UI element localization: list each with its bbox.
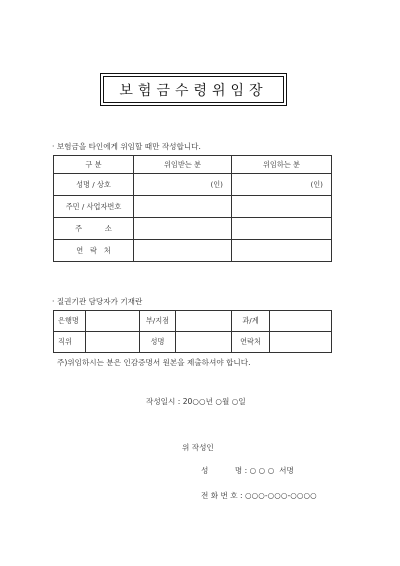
lien-institution-table — [53, 310, 332, 353]
department-field[interactable] — [270, 311, 332, 332]
bank-name-field[interactable] — [86, 311, 140, 332]
delegation-table-header — [54, 156, 332, 174]
delegator-contact-field[interactable] — [232, 240, 332, 262]
officer-name-field[interactable] — [176, 332, 232, 353]
row-label-id: 주민 / 사업자번호 — [54, 196, 134, 218]
table-row — [54, 240, 332, 262]
table-row — [54, 174, 332, 196]
branch-field[interactable] — [176, 311, 232, 332]
table-row — [54, 218, 332, 240]
row-label-name: 성명 / 상호 — [54, 174, 134, 196]
delegator-id-field[interactable] — [232, 196, 332, 218]
delegator-address-field[interactable] — [232, 218, 332, 240]
row-label-contact: 연 락 처 — [54, 240, 134, 262]
delegate-contact-field[interactable] — [134, 240, 232, 262]
delegate-name-field[interactable]: (인) — [134, 174, 232, 196]
delegate-address-field[interactable] — [134, 218, 232, 240]
section2-note: · 질권기관 담당자가 기재란 — [52, 297, 143, 306]
signer-title: 위 작성인 — [182, 443, 214, 452]
section1-note: · 보험금을 타인에게 위임할 때만 작성합니다. — [52, 142, 201, 151]
officer-name-label: 성명 — [140, 332, 176, 353]
row-label-address: 주 소 — [54, 218, 134, 240]
table-row — [54, 332, 332, 353]
document-title — [103, 76, 284, 103]
header-category: 구 분 — [54, 156, 134, 174]
position-label: 직위 — [54, 332, 86, 353]
date-line: 작성일시 : 20○○년 ○월 ○일 — [146, 397, 246, 406]
header-delegator: 위임하는 분 — [232, 156, 332, 174]
delegate-id-field[interactable] — [134, 196, 232, 218]
header-delegate: 위임받는 분 — [134, 156, 232, 174]
document-title-text: 보험금수령위임장 — [119, 82, 268, 99]
department-label: 과/계 — [232, 311, 270, 332]
table-row — [54, 196, 332, 218]
officer-contact-field[interactable] — [270, 332, 332, 353]
position-field[interactable] — [86, 332, 140, 353]
bank-name-label: 은행명 — [54, 311, 86, 332]
footnote: 주)위임하시는 분은 인감증명서 원본을 제출하셔야 합니다. — [57, 358, 251, 367]
table-row — [54, 311, 332, 332]
signer-phone-line: 전 화 번 호 : ○○○-○○○-○○○○ — [201, 491, 317, 500]
officer-contact-label: 연락처 — [232, 332, 270, 353]
delegator-name-field[interactable]: (인) — [232, 174, 332, 196]
branch-label: 부/지점 — [140, 311, 176, 332]
delegation-table — [53, 155, 332, 262]
signer-name-line: 성 명 : ○ ○ ○ 서명 — [201, 466, 294, 475]
